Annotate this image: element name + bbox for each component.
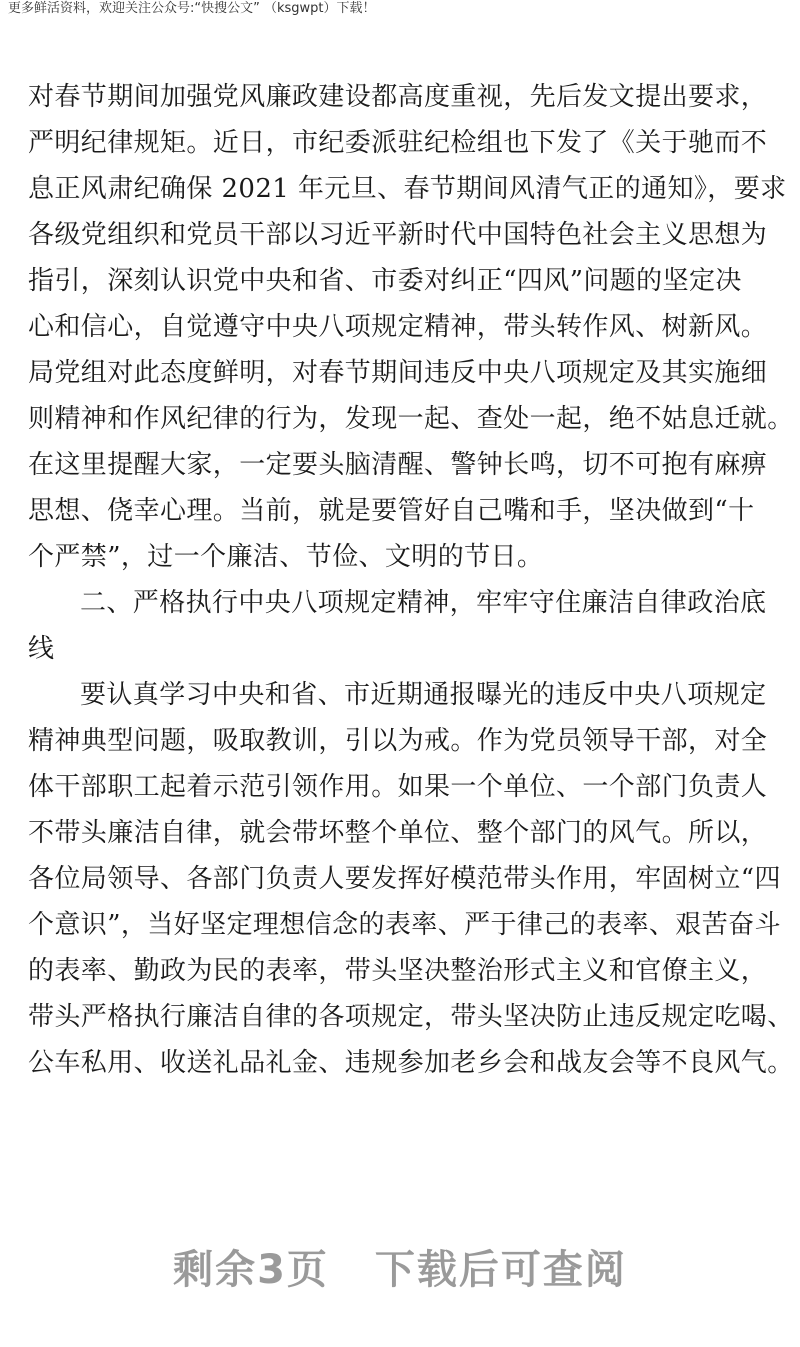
paragraph-line: 各位局领导、各部门负责人要发挥好模范带头作用，牢固树立“四 <box>28 864 781 894</box>
paragraph-line: 严明纪律规矩。近日，市纪委派驻纪检组也下发了《关于驰而不 <box>28 128 768 158</box>
section-heading: 二、严格执行中央八项规定精神，牢牢守住廉洁自律政治底 <box>80 588 767 618</box>
paragraph-line: 不带头廉洁自律，就会带坏整个单位、整个部门的风气。所以， <box>28 818 768 848</box>
paragraph-line: 各级党组织和党员干部以习近平新时代中国特色社会主义思想为 <box>28 220 768 250</box>
paragraph-line: 精神典型问题，吸取教训，引以为戒。作为党员领导干部，对全 <box>28 726 768 756</box>
paragraph-line: 心和信心，自觉遵守中央八项规定精神，带头转作风、树新风。 <box>28 312 768 342</box>
download-to-view-text: 下载后可查阅 <box>374 1247 627 1293</box>
paragraph-line: 局党组对此态度鲜明，对春节期间违反中央八项规定及其实施细 <box>28 358 768 388</box>
download-banner[interactable] <box>0 1242 800 1298</box>
paragraph-line: 在这里提醒大家，一定要头脑清醒、警钟长鸣，切不可抱有麻痹 <box>28 450 768 480</box>
remaining-pages-text: 剩余3页 <box>173 1247 329 1293</box>
paragraph-line: 公车私用、收送礼品礼金、违规参加老乡会和战友会等不良风气。 <box>28 1048 794 1078</box>
section-heading-continued: 线 <box>28 634 55 664</box>
header-note: 更多鲜活资料，欢迎关注公众号:“快搜公文” （ksgwpt）下载！ <box>8 1 376 16</box>
paragraph-line: 则精神和作风纪律的行为，发现一起、查处一起，绝不姑息迁就。 <box>28 404 794 434</box>
paragraph-line: 体干部职工起着示范引领作用。如果一个单位、一个部门负责人 <box>28 772 768 802</box>
paragraph-line: 个严禁”，过一个廉洁、节俭、文明的节日。 <box>28 542 544 572</box>
paragraph-line: 思想、侥幸心理。当前，就是要管好自己嘴和手，坚决做到“十 <box>28 496 755 526</box>
document-body <box>28 74 794 1086</box>
paragraph-line: 息正风肃纪确保 2021 年元旦、春节期间风清气正的通知》，要求 <box>28 174 787 204</box>
paragraph-line: 指引，深刻认识党中央和省、市委对纠正“四风”问题的坚定决 <box>28 266 742 296</box>
paragraph-line: 对春节期间加强党风廉政建设都高度重视，先后发文提出要求， <box>28 82 768 112</box>
paragraph-line: 带头严格执行廉洁自律的各项规定，带头坚决防止违反规定吃喝、 <box>28 1002 794 1032</box>
paragraph-line: 的表率、勤政为民的表率，带头坚决整治形式主义和官僚主义， <box>28 956 768 986</box>
paragraph-line: 要认真学习中央和省、市近期通报曝光的违反中央八项规定 <box>80 680 767 710</box>
paragraph-line: 个意识”，当好坚定理想信念的表率、严于律己的表率、艰苦奋斗 <box>28 910 781 940</box>
